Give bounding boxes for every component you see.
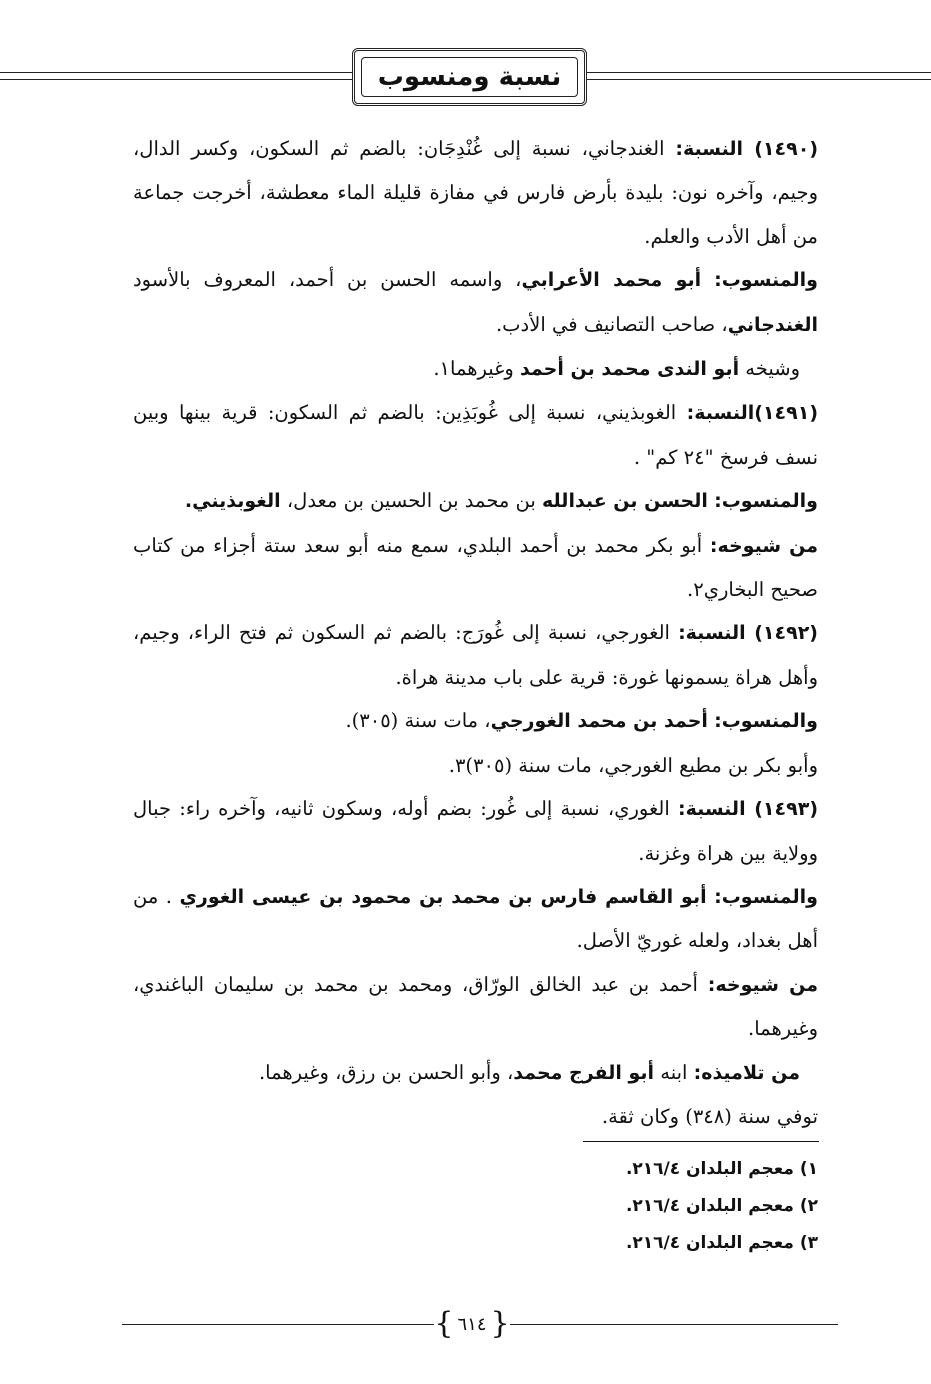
bold-text: والمنسوب: [714,490,818,513]
paragraph-p13 [133,1051,818,1095]
bold-text: والمنسوب: [714,710,818,733]
body-text: توفي سنة (٣٤٨) وكان ثقة. [601,1104,818,1128]
body-text: ، مات سنة (٣٠٥). [345,709,491,733]
page-number-value: ٦١٤ [457,1313,487,1335]
body-text: الغندجاني، نسبة إلى غُنْدِجَان: بالضم ثم السكون، وكسر الدال، وجيم، وآخره نون: بليدة بأرض فارس في مفازة قليلة الماء معطشة، أخرجت جماعة من أهل الأدب والعلم. [133,137,818,248]
body-text: وغيرهما١. [433,357,520,381]
header-rule-left-top [0,72,352,73]
paragraph-p3 [133,347,818,391]
bold-text: من تلاميذه: [693,1061,800,1084]
body-text: الغوري، نسبة إلى غُور: بضم أوله، وسكون ثانيه، وآخره راء: جبال وولاية بين هراة وغزنة. [133,797,818,865]
body-text [707,885,715,908]
bold-text: (١٤٩٠) [743,138,818,160]
footnote-2: ٢) معجم البلدان ٢١٦/٤. [625,1196,818,1216]
bold-text: النسبة: [686,402,755,425]
body-text: أحمد بن عبد الخالق الورّاق، ومحمد بن محمد بن سليمان الباغندي، وغيرهما. [133,972,818,1041]
bold-text: من شيوخه: [707,973,818,996]
header-frame [352,48,587,106]
body-text: الغوبذيني، نسبة إلى غُوبَذِين: بالضم ثم السكون: قرية بينها وبين نسف فرسخ "٢٤ كم" . [133,401,818,469]
bold-text: والمنسوب: [714,269,818,292]
body-text: ، وأبو الحسن بن رزق، وغيرهما. [258,1060,514,1084]
paragraph-p8 [133,699,818,743]
main-text [133,127,818,1138]
footer-rule-right [508,1324,838,1325]
bold-text: أحمد بن محمد الغورجي [490,710,708,733]
paragraph-p1 [133,127,818,258]
bold-text: (١٤٩٣) [745,798,818,821]
bold-text: أبو القاسم فارس بن محمد بن محمود بن عيسى الغوري [179,885,707,908]
footnote-separator [583,1141,819,1142]
body-text: ابنه [654,1060,694,1084]
body-text [701,268,714,291]
paragraph-p10 [133,787,818,875]
paragraph-p6 [133,524,818,612]
footnote-3: ٣) معجم البلدان ٢١٦/٤. [625,1233,818,1253]
paragraph-p14 [133,1095,818,1138]
body-text: الغورجي، نسبة إلى غُورَج: بالضم ثم السكون ثم فتح الراء، وجيم، وأهل هراة يسمونها غورة: قرية على باب مدينة هراة. [133,621,818,689]
body-text: وأبو بكر بن مطيع الغورجي، مات سنة (٣٠٥)٣. [448,753,818,777]
bold-text: الحسن بن عبدالله [542,490,708,513]
paragraph-p11 [133,875,818,963]
page-number [434,1307,510,1341]
page-title: نسبة ومنسوب [361,57,578,97]
brace-open-icon: { [490,1306,510,1341]
bold-text: من شيوخه: [709,534,818,557]
paragraph-p12 [133,963,818,1051]
paragraph-p7 [133,611,818,699]
footer-rule-left [122,1324,436,1325]
paragraph-p5 [133,479,818,523]
body-text: أبو بكر محمد بن أحمد البلدي، سمع منه أبو سعد ستة أجزاء من كتاب صحيح البخاري٢. [133,533,818,602]
bold-text: (١٤٩١) [754,402,818,425]
header-rule-left-bottom [0,79,352,80]
bold-text: أبو الفرج محمد [513,1061,655,1084]
bold-text: والمنسوب: [714,885,818,908]
body-text: وشيخه [739,357,800,381]
bold-text: (١٤٩٢) [745,622,818,645]
paragraph-p9 [133,744,818,787]
bold-text: الغوبذيني. [184,490,281,513]
bold-text: أبو الندى محمد بن أحمد [519,358,740,381]
paragraph-p2 [133,258,818,347]
bold-text: أبو محمد الأعرابي [521,269,702,292]
body-text: ، واسمه الحسن بن أحمد، المعروف بالأسود [133,268,522,292]
paragraph-p4 [133,391,818,479]
body-text: . من أهل بغداد، ولعله غوريّ الأصل. [133,884,818,953]
header-rule-right-top [587,72,931,73]
footnote-1: ١) معجم البلدان ٢١٦/٤. [625,1159,818,1179]
body-text: بن محمد بن الحسين بن معدل، [280,489,543,513]
bold-text: النسبة: [675,138,743,160]
bold-text: الغندجاني [727,313,818,336]
body-text: ، صاحب التصانيف في الأدب. [495,312,728,336]
brace-close-icon: } [434,1306,454,1341]
header-rule-right-bottom [587,79,931,80]
bold-text: النسبة: [677,798,746,821]
bold-text: النسبة: [678,622,746,645]
